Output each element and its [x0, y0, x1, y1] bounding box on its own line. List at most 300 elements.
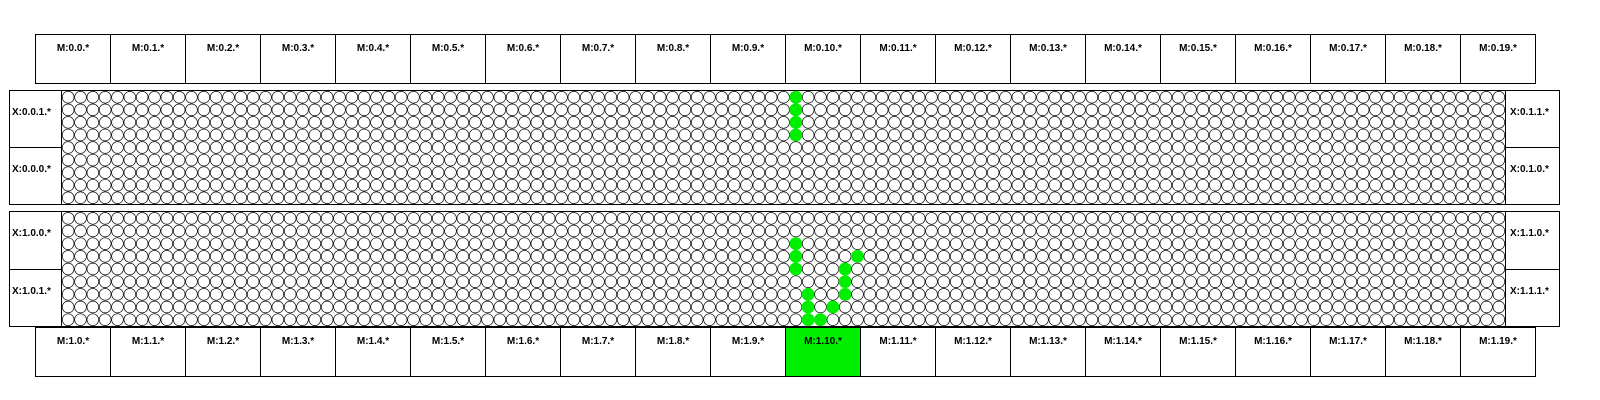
top-module-11: M:0.11.*	[860, 34, 936, 84]
grid-node	[321, 288, 333, 300]
grid-node	[556, 129, 568, 141]
grid-node	[1444, 179, 1456, 191]
grid-node	[938, 314, 950, 326]
grid-node	[445, 301, 457, 313]
grid-node	[124, 301, 136, 313]
grid-node	[593, 167, 605, 179]
grid-node	[654, 288, 666, 300]
grid-node	[852, 238, 864, 250]
grid-node	[420, 276, 432, 288]
grid-node	[1382, 263, 1394, 275]
grid-node	[519, 238, 531, 250]
grid-node	[1283, 276, 1295, 288]
grid-node	[778, 142, 790, 154]
grid-node	[1185, 238, 1197, 250]
grid-node	[741, 225, 753, 237]
grid-node	[223, 263, 235, 275]
grid-node	[617, 250, 629, 262]
grid-node	[605, 167, 617, 179]
grid-node	[358, 192, 370, 204]
grid-node	[580, 238, 592, 250]
grid-node	[1481, 301, 1493, 313]
grid-node	[1135, 142, 1147, 154]
grid-node	[839, 314, 851, 326]
grid-node	[1357, 104, 1369, 116]
grid-node	[321, 212, 333, 224]
grid-node	[210, 167, 222, 179]
grid-node	[506, 225, 518, 237]
grid-node	[1234, 129, 1246, 141]
grid-node	[321, 301, 333, 313]
grid-node	[1370, 288, 1382, 300]
grid-node	[149, 179, 161, 191]
grid-node	[223, 314, 235, 326]
grid-node	[802, 212, 814, 224]
grid-node	[457, 212, 469, 224]
grid-node	[704, 154, 716, 166]
grid-node	[728, 129, 740, 141]
grid-node	[642, 212, 654, 224]
grid-node	[75, 104, 87, 116]
grid-node	[815, 117, 827, 129]
grid-node	[1061, 276, 1073, 288]
grid-node	[556, 142, 568, 154]
grid-node	[75, 117, 87, 129]
grid-node	[1370, 225, 1382, 237]
grid-node	[889, 129, 901, 141]
grid-node	[765, 238, 777, 250]
grid-node	[482, 263, 494, 275]
grid-node	[395, 225, 407, 237]
grid-node	[469, 117, 481, 129]
active-node	[802, 301, 815, 314]
grid-node	[149, 250, 161, 262]
grid-node	[309, 238, 321, 250]
grid-node	[1493, 129, 1505, 141]
grid-node	[371, 117, 383, 129]
grid-node	[593, 276, 605, 288]
grid-node	[654, 238, 666, 250]
grid-node	[482, 238, 494, 250]
grid-node	[469, 263, 481, 275]
grid-node	[1086, 263, 1098, 275]
grid-node	[704, 142, 716, 154]
grid-node	[802, 250, 814, 262]
grid-node	[852, 288, 864, 300]
grid-node	[136, 192, 148, 204]
grid-node	[358, 250, 370, 262]
grid-node	[950, 314, 962, 326]
grid-node	[753, 314, 765, 326]
grid-node	[889, 104, 901, 116]
grid-node	[667, 167, 679, 179]
grid-node	[186, 263, 198, 275]
grid-node	[1296, 154, 1308, 166]
grid-node	[901, 129, 913, 141]
grid-node	[556, 117, 568, 129]
grid-node	[112, 212, 124, 224]
grid-node	[1086, 192, 1098, 204]
grid-node	[260, 276, 272, 288]
grid-node	[1148, 117, 1160, 129]
grid-node	[1431, 225, 1443, 237]
grid-node	[1493, 212, 1505, 224]
grid-node	[1357, 91, 1369, 103]
grid-node	[568, 154, 580, 166]
grid-node	[716, 301, 728, 313]
grid-node	[1246, 167, 1258, 179]
grid-node	[1160, 238, 1172, 250]
grid-node	[901, 179, 913, 191]
grid-node	[457, 301, 469, 313]
grid-node	[963, 276, 975, 288]
grid-node	[556, 225, 568, 237]
grid-node	[420, 212, 432, 224]
grid-node	[839, 179, 851, 191]
grid-node	[1160, 212, 1172, 224]
grid-node	[901, 238, 913, 250]
grid-node	[543, 167, 555, 179]
grid-node	[1234, 104, 1246, 116]
grid-node	[482, 117, 494, 129]
grid-node	[272, 129, 284, 141]
grid-node	[1037, 225, 1049, 237]
grid-node	[802, 104, 814, 116]
grid-node	[987, 104, 999, 116]
grid-node	[531, 250, 543, 262]
grid-node	[975, 314, 987, 326]
top-module-4: M:0.4.*	[335, 34, 411, 84]
grid-node	[815, 154, 827, 166]
grid-node	[87, 225, 99, 237]
grid-node	[1123, 192, 1135, 204]
grid-node	[728, 167, 740, 179]
grid-node	[99, 179, 111, 191]
grid-node	[987, 288, 999, 300]
bottom-module-5: M:1.5.*	[410, 327, 486, 377]
grid-node	[642, 192, 654, 204]
grid-node	[1185, 288, 1197, 300]
grid-node	[161, 250, 173, 262]
grid-node	[987, 238, 999, 250]
grid-node	[1246, 212, 1258, 224]
grid-node	[457, 225, 469, 237]
grid-node	[1222, 179, 1234, 191]
grid-node	[605, 250, 617, 262]
grid-node	[1259, 288, 1271, 300]
grid-node	[1333, 142, 1345, 154]
grid-node	[765, 154, 777, 166]
grid-node	[1333, 301, 1345, 313]
grid-node	[75, 263, 87, 275]
grid-node	[1172, 314, 1184, 326]
grid-node	[62, 276, 74, 288]
grid-node	[1308, 238, 1320, 250]
grid-node	[321, 154, 333, 166]
grid-node	[876, 238, 888, 250]
grid-node	[531, 301, 543, 313]
grid-node	[383, 117, 395, 129]
grid-node	[987, 129, 999, 141]
grid-node	[765, 129, 777, 141]
grid-node	[654, 314, 666, 326]
grid-node	[741, 263, 753, 275]
grid-node	[1123, 314, 1135, 326]
grid-node	[741, 301, 753, 313]
grid-node	[1061, 238, 1073, 250]
grid-node	[839, 301, 851, 313]
grid-node	[1407, 142, 1419, 154]
grid-node	[1098, 192, 1110, 204]
grid-node	[827, 129, 839, 141]
bank-0-left-top-box	[9, 90, 62, 148]
grid-node	[1296, 276, 1308, 288]
grid-node	[1468, 301, 1480, 313]
grid-node	[75, 142, 87, 154]
grid-node	[1086, 104, 1098, 116]
grid-node	[346, 288, 358, 300]
grid-node	[1049, 238, 1061, 250]
grid-node	[913, 104, 925, 116]
grid-node	[136, 104, 148, 116]
grid-node	[62, 179, 74, 191]
grid-node	[876, 167, 888, 179]
grid-node	[716, 238, 728, 250]
grid-node	[1135, 154, 1147, 166]
grid-node	[1345, 263, 1357, 275]
grid-node	[1209, 250, 1221, 262]
grid-node	[395, 276, 407, 288]
grid-node	[1000, 238, 1012, 250]
grid-node	[1012, 104, 1024, 116]
grid-node	[1456, 192, 1468, 204]
grid-node	[1074, 250, 1086, 262]
grid-node	[383, 263, 395, 275]
grid-node	[839, 104, 851, 116]
grid-node	[1345, 179, 1357, 191]
grid-node	[161, 212, 173, 224]
grid-node	[198, 192, 210, 204]
grid-node	[1024, 288, 1036, 300]
grid-node	[568, 91, 580, 103]
grid-node	[383, 225, 395, 237]
grid-node	[1481, 104, 1493, 116]
active-node	[839, 288, 852, 301]
grid-node	[593, 238, 605, 250]
top-module-12: M:0.12.*	[935, 34, 1011, 84]
grid-node	[260, 91, 272, 103]
grid-node	[161, 225, 173, 237]
grid-node	[1394, 212, 1406, 224]
grid-node	[99, 104, 111, 116]
grid-node	[432, 301, 444, 313]
grid-node	[186, 91, 198, 103]
grid-node	[1394, 314, 1406, 326]
grid-node	[1135, 192, 1147, 204]
grid-node	[630, 212, 642, 224]
grid-node	[124, 91, 136, 103]
grid-node	[321, 276, 333, 288]
grid-node	[605, 142, 617, 154]
grid-node	[1209, 212, 1221, 224]
grid-node	[975, 301, 987, 313]
grid-node	[1135, 167, 1147, 179]
grid-node	[741, 117, 753, 129]
grid-node	[395, 212, 407, 224]
grid-node	[519, 179, 531, 191]
grid-node	[950, 167, 962, 179]
grid-node	[753, 104, 765, 116]
grid-node	[716, 250, 728, 262]
grid-node	[371, 129, 383, 141]
grid-node	[901, 154, 913, 166]
grid-node	[938, 104, 950, 116]
grid-node	[1037, 263, 1049, 275]
grid-node	[617, 276, 629, 288]
grid-node	[1308, 314, 1320, 326]
grid-node	[556, 238, 568, 250]
grid-node	[864, 301, 876, 313]
grid-node	[728, 301, 740, 313]
grid-node	[346, 142, 358, 154]
grid-node	[383, 276, 395, 288]
grid-node	[1074, 263, 1086, 275]
grid-node	[543, 154, 555, 166]
grid-node	[913, 91, 925, 103]
grid-node	[741, 142, 753, 154]
grid-node	[371, 301, 383, 313]
grid-node	[235, 263, 247, 275]
grid-node	[260, 104, 272, 116]
grid-node	[802, 238, 814, 250]
grid-node	[1345, 288, 1357, 300]
grid-node	[1320, 288, 1332, 300]
grid-node	[1407, 117, 1419, 129]
grid-node	[1259, 91, 1271, 103]
grid-node	[420, 167, 432, 179]
bottom-module-15: M:1.15.*	[1160, 327, 1236, 377]
grid-node	[223, 117, 235, 129]
grid-node	[630, 142, 642, 154]
grid-node	[186, 142, 198, 154]
grid-node	[87, 192, 99, 204]
grid-node	[1345, 154, 1357, 166]
grid-node	[75, 276, 87, 288]
grid-node	[642, 238, 654, 250]
top-module-18: M:0.18.*	[1385, 34, 1461, 84]
top-module-13: M:0.13.*	[1010, 34, 1086, 84]
grid-node	[926, 117, 938, 129]
grid-node	[432, 117, 444, 129]
grid-node	[1382, 212, 1394, 224]
grid-node	[284, 250, 296, 262]
bottom-module-17: M:1.17.*	[1310, 327, 1386, 377]
grid-node	[617, 179, 629, 191]
grid-node	[1271, 117, 1283, 129]
grid-node	[210, 142, 222, 154]
grid-node	[716, 91, 728, 103]
grid-node	[543, 212, 555, 224]
grid-node	[1468, 288, 1480, 300]
grid-node	[223, 238, 235, 250]
grid-node	[1012, 225, 1024, 237]
grid-node	[1283, 117, 1295, 129]
grid-node	[272, 250, 284, 262]
grid-node	[1185, 179, 1197, 191]
grid-node	[1135, 104, 1147, 116]
grid-node	[62, 117, 74, 129]
grid-node	[815, 142, 827, 154]
grid-node	[1024, 301, 1036, 313]
grid-node	[210, 117, 222, 129]
grid-node	[519, 154, 531, 166]
grid-node	[1320, 167, 1332, 179]
grid-node	[1086, 142, 1098, 154]
grid-node	[1296, 179, 1308, 191]
grid-node	[124, 263, 136, 275]
grid-node	[297, 167, 309, 179]
grid-node	[75, 225, 87, 237]
grid-node	[975, 192, 987, 204]
grid-node	[1320, 117, 1332, 129]
grid-node	[926, 167, 938, 179]
grid-node	[1024, 104, 1036, 116]
grid-node	[284, 276, 296, 288]
grid-node	[1098, 179, 1110, 191]
grid-node	[1135, 225, 1147, 237]
grid-node	[1431, 142, 1443, 154]
grid-node	[519, 142, 531, 154]
grid-node	[309, 276, 321, 288]
grid-node	[913, 288, 925, 300]
grid-node	[617, 225, 629, 237]
grid-node	[1246, 142, 1258, 154]
grid-node	[642, 263, 654, 275]
grid-node	[1308, 179, 1320, 191]
grid-node	[963, 117, 975, 129]
grid-node	[716, 104, 728, 116]
grid-node	[247, 276, 259, 288]
grid-node	[568, 225, 580, 237]
grid-node	[642, 129, 654, 141]
grid-node	[371, 212, 383, 224]
grid-node	[987, 263, 999, 275]
grid-node	[62, 129, 74, 141]
grid-node	[1037, 250, 1049, 262]
grid-node	[790, 314, 802, 326]
grid-node	[1382, 276, 1394, 288]
grid-node	[938, 276, 950, 288]
grid-node	[876, 104, 888, 116]
grid-node	[358, 263, 370, 275]
grid-node	[1037, 179, 1049, 191]
grid-node	[716, 263, 728, 275]
grid-node	[852, 179, 864, 191]
grid-node	[445, 225, 457, 237]
grid-node	[580, 179, 592, 191]
grid-node	[691, 212, 703, 224]
grid-node	[679, 250, 691, 262]
grid-node	[815, 301, 827, 313]
grid-node	[1012, 117, 1024, 129]
grid-node	[1320, 238, 1332, 250]
grid-node	[432, 225, 444, 237]
grid-node	[889, 192, 901, 204]
grid-node	[1431, 212, 1443, 224]
grid-node	[1234, 192, 1246, 204]
grid-node	[950, 154, 962, 166]
grid-node	[284, 179, 296, 191]
